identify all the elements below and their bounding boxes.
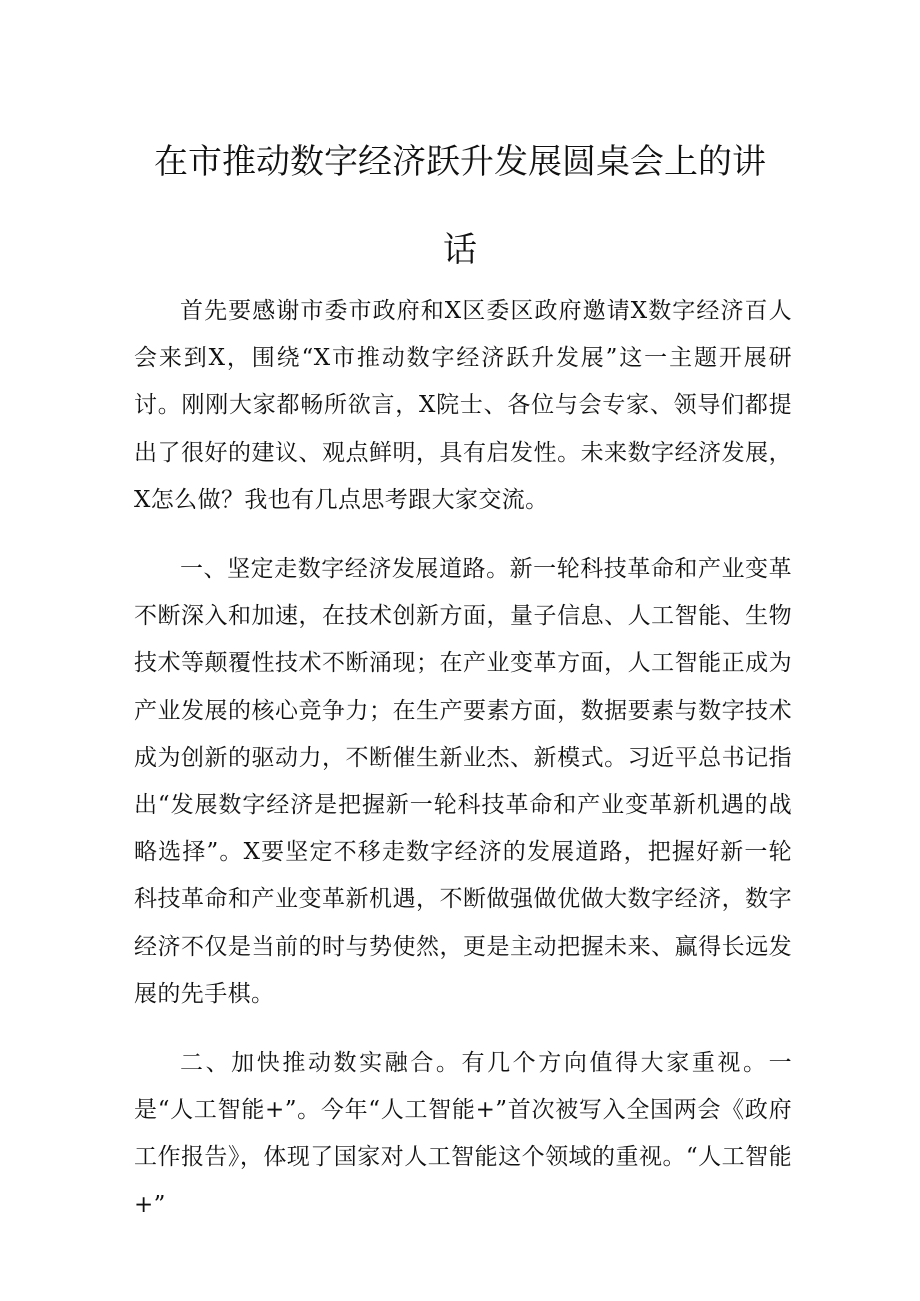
paragraph-section-two: 二、加快推动数实融合。有几个方向值得大家重视。一是“人工智能+”。今年“人工智能+”首次被写入全国两会《政府工作报告》，体现了国家对人工智能这个领域的重视。“人工智能+” — [134, 1050, 792, 1218]
paragraph-section-one: 一、坚定走数字经济发展道路。新一轮科技革命和产业变革不断深入和加速，在技术创新方面，量子信息、人工智能、生物技术等颠覆性技术不断涌现；在产业变革方面，人工智能正成为产业发展的核心竞争力；在生产要素方面，数据要素与数字技术成为创新的驱动力，不断催生新业杰、新模式。习近平总书记指出“发展数字经济是把握新一轮科技革命和产业变革新机遇的战略选择”。X要坚定不移走数字经济的发展道路，把握好新一轮科技革命和产业变革新机遇，不断做强做优做大数字经济，数字经济不仅是当前的时与势使然，更是主动把握未来、赢得长远发展的先手棋。 — [134, 556, 792, 1007]
document-body — [134, 288, 792, 1251]
document-title: 在市推动数字经济跃升发展圆桌会上的讲话 — [154, 142, 766, 270]
paragraph-intro: 首先要感谢市委市政府和X区委区政府邀请X数字经济百人会来到X，围绕“X市推动数字经济跃升发展”这一主题开展研讨。刚刚大家都畅所欲言，X院士、各位与会专家、领导们都提出了很好的建议、观点鲜明，具有启发性。未来数字经济发展，X怎么做？我也有几点思考跟大家交流。 — [134, 298, 792, 513]
